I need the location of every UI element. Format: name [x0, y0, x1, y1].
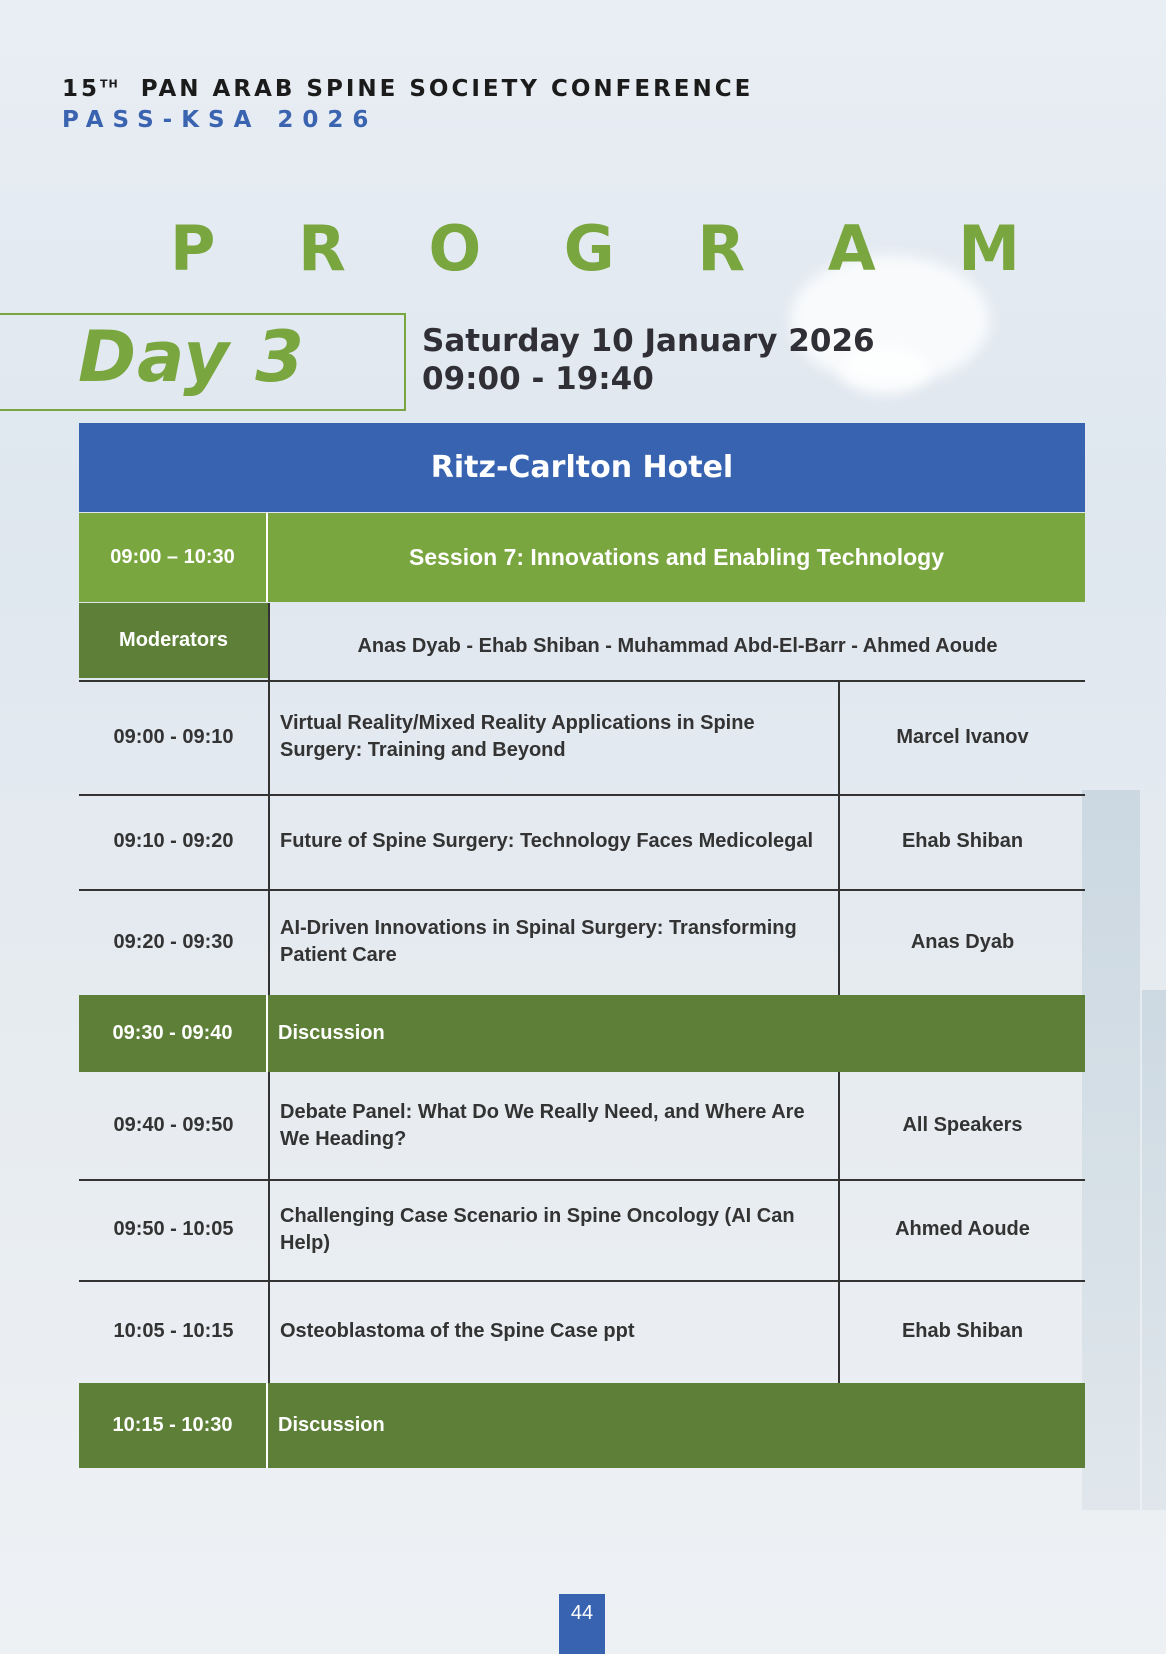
row-time: 09:30 - 09:40 — [79, 995, 268, 1072]
row-time: 09:40 - 09:50 — [113, 1114, 234, 1136]
background-tower — [1142, 990, 1166, 1510]
table-row — [79, 1072, 1085, 1181]
row-title: Osteoblastoma of the Spine Case ppt — [268, 1280, 838, 1383]
row-time: 09:00 - 09:10 — [113, 725, 234, 748]
program-letter: G — [563, 212, 615, 285]
moderators-label: Moderators — [79, 603, 268, 678]
day-date-time — [422, 322, 875, 398]
program-letter: O — [428, 212, 482, 285]
row-title: Virtual Reality/Mixed Reality Applications in Spine Surgery: Training and Beyond — [268, 680, 838, 794]
discussion-row — [79, 995, 1085, 1072]
row-title: AI-Driven Innovations in Spinal Surgery: Transforming Patient Care — [268, 889, 838, 995]
row-time: 09:20 - 09:30 — [113, 930, 234, 953]
row-time: 09:50 - 10:05 — [113, 1218, 234, 1240]
session-time: 09:00 – 10:30 — [79, 513, 268, 602]
program-letter: M — [958, 212, 1020, 285]
background-tower — [1082, 790, 1140, 1510]
table-row — [79, 1280, 1085, 1383]
session-title: Session 7: Innovations and Enabling Technology — [408, 544, 945, 570]
row-speaker: Ehab Shiban — [838, 794, 1085, 889]
row-title: Future of Spine Surgery: Technology Faces Medicolegal — [268, 794, 838, 889]
program-letter: A — [827, 212, 876, 285]
row-time: 10:05 - 10:15 — [113, 1320, 234, 1342]
row-title: Debate Panel: What Do We Really Need, and Where Are We Heading? — [268, 1072, 838, 1179]
row-speaker: Ehab Shiban — [838, 1280, 1085, 1383]
table-row — [79, 1179, 1085, 1282]
program-heading — [170, 212, 1020, 285]
program-letter: P — [170, 212, 216, 285]
table-row — [79, 794, 1085, 891]
table-row — [79, 680, 1085, 796]
row-speaker: Marcel Ivanov — [838, 680, 1085, 794]
row-speaker: Ahmed Aoude — [838, 1179, 1085, 1280]
row-title: Challenging Case Scenario in Spine Oncology (AI Can Help) — [268, 1179, 838, 1280]
day-label: Day 3 — [78, 316, 305, 398]
row-title: Discussion — [278, 1022, 385, 1044]
conference-subtitle: PASS-KSA 2026 — [62, 107, 378, 133]
session-header-row — [79, 513, 1085, 602]
page-number: 44 — [559, 1594, 605, 1654]
row-title: Discussion — [278, 1414, 385, 1436]
row-speaker: All Speakers — [838, 1072, 1085, 1179]
table-row — [79, 889, 1085, 995]
discussion-row — [79, 1383, 1085, 1468]
venue-header: Ritz-Carlton Hotel — [79, 423, 1085, 512]
moderators-names: Anas Dyab - Ehab Shiban - Muhammad Abd-El-Barr - Ahmed Aoude — [268, 603, 1085, 680]
program-letter: R — [298, 212, 346, 285]
conference-title: 15TH PAN ARAB SPINE SOCIETY CONFERENCE — [62, 76, 754, 102]
row-time: 09:10 - 09:20 — [113, 830, 234, 852]
program-letter: R — [697, 212, 746, 285]
day-date: Saturday 10 January 2026 — [422, 323, 875, 359]
row-speaker: Anas Dyab — [838, 889, 1085, 995]
moderators-row — [79, 603, 1085, 682]
row-time: 10:15 - 10:30 — [79, 1383, 268, 1468]
day-hours: 09:00 - 19:40 — [422, 361, 654, 397]
